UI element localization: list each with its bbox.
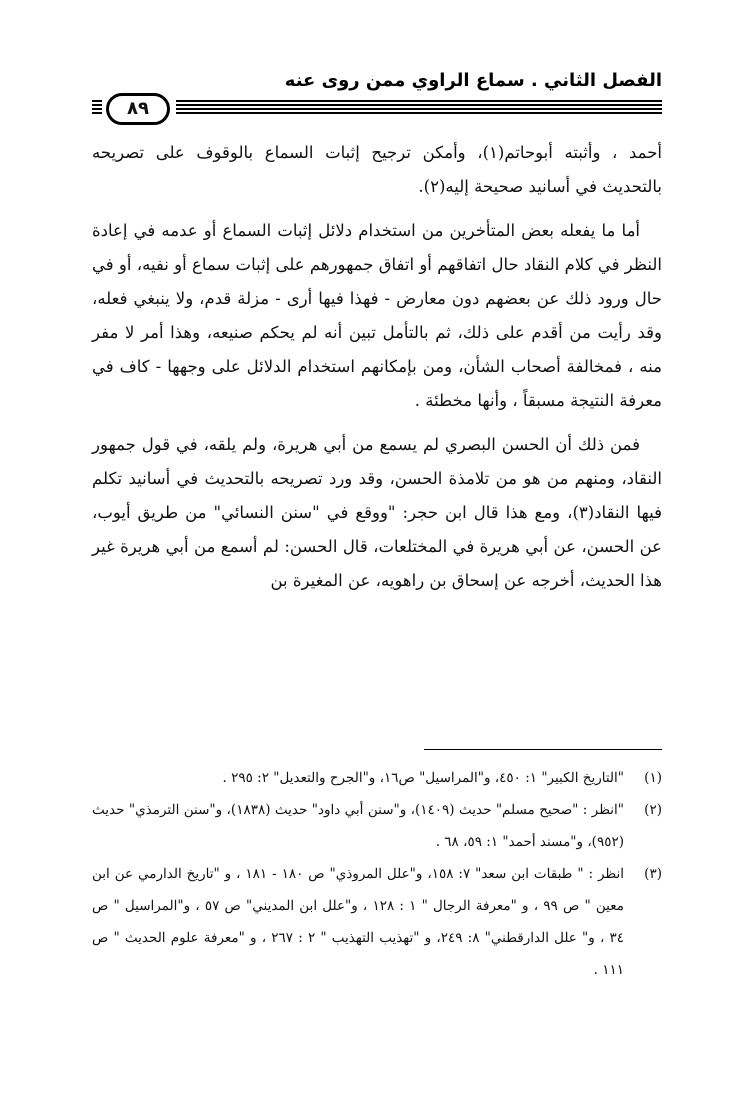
footnote-text: "التاريخ الكبير" ١: ٤٥٠، و"المراسيل" ص١٦، و"الجرح والتعديل" ٢: ٢٩٥ .	[222, 770, 624, 786]
chapter-title: الفصل الثاني . سماع الراوي ممن روى عنه	[284, 70, 662, 91]
footnote	[92, 794, 662, 858]
footnote-text: انظر : " طبقات ابن سعد" ٧: ١٥٨، و"علل المروذي" ص ١٨٠ - ١٨١ ، و "تاريخ الدارمي عن ابن معين " ص ٩٩ ، و "معرفة الرجال " ١ : ١٢٨ ، و"علل ابن المديني" ص ٥٧ ، و"المراسيل " ص ٣٤ ، و" علل الدارقطني" ٨: ٢٤٩، و "تهذيب التهذيب " ٢ : ٢٦٧ ، و "معرفة علوم الحديث " ص ١١١ .	[92, 866, 624, 978]
paragraph: فمن ذلك أن الحسن البصري لم يسمع من أبي هريرة، ولم يلقه، في قول جمهور النقاد، ومنهم من هو من تلامذة الحسن، وقد ورد تصريحه بالتحديث في أسانيد تكلم فيها النقاد(٣)، ومع هذا قال ابن حجر: "ووقع في "سنن النسائي" من طريق أيوب، عن الحسن، عن أبي هريرة في المختلعات، قال الحسن: لم أسمع من أبي هريرة غير هذا الحديث، أخرجه عن إسحاق بن راهويه، عن المغيرة بن	[92, 435, 662, 590]
footnote-number: (١)	[644, 770, 662, 786]
footnote-separator	[424, 749, 662, 750]
footnote-text: "انظر : "صحيح مسلم" حديث (١٤٠٩)، و"سنن أبي داود" حديث (١٨٣٨)، و"سنن الترمذي" حديث (٩٥٢)، و"مسند أحمد" ١: ٥٩، ٦٨ .	[92, 802, 624, 850]
footnote	[92, 762, 662, 794]
paragraph: أما ما يفعله بعض المتأخرين من استخدام دلائل إثبات السماع أو عدمه في إعادة النظر في كلام النقاد حال اتفاقهم أو اتفاق جمهورهم على إثبات سماع أو نفيه، أو في حال ورود ذلك عن بعضهم دون معارض - فهذا فيها أرى - مزلة قدم، ولا ينبغي فعله، وقد رأيت من أقدم على ذلك، ثم بالتأمل تبين أنه لم يحكم صنيعه، وهذا أمر لا مفر منه ، فمخالفة أصحاب الشأن، ومن بإمكانهم استخدام الدلائل على وجهها - كاف في معرفة النتيجة مسبقاً ، وأنها مخطئة .	[92, 221, 662, 410]
body-text	[92, 136, 662, 608]
paragraph: أحمد ، وأثبته أبوحاتم(١)، وأمكن ترجيح إثبات السماع بالوقوف على تصريحه بالتحديث في أسانيد صحيحة إليه(٢).	[92, 143, 662, 196]
footnote-number: (٣)	[644, 866, 662, 882]
page-number: ٨٩	[106, 93, 170, 125]
footnotes	[92, 762, 662, 986]
footnote	[92, 858, 662, 986]
header-rule-bars	[176, 100, 662, 116]
header-rule-bars-left	[92, 100, 102, 116]
footnote-number: (٢)	[644, 802, 662, 818]
header-rule	[92, 97, 662, 119]
